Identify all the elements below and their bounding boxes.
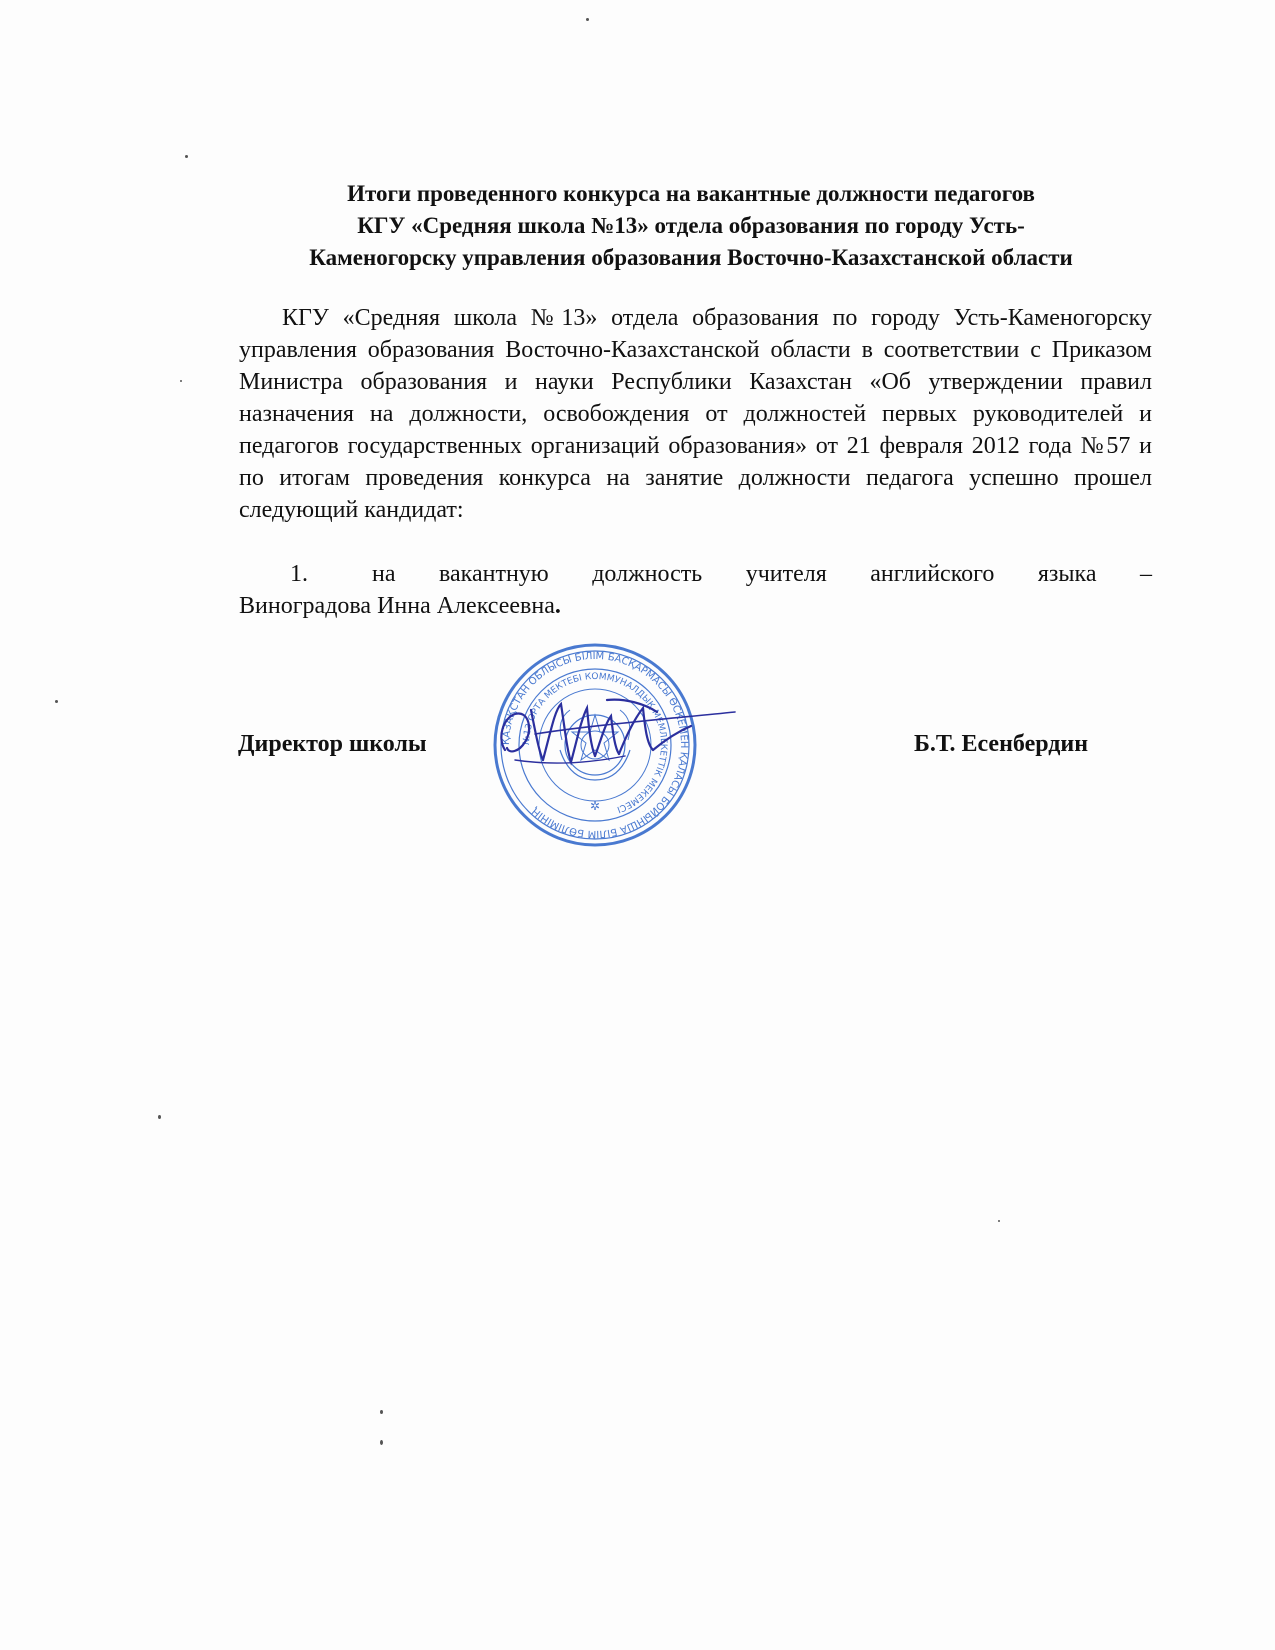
title-line-2: КГУ «Средняя школа №13» отдела образования по городу Усть-: [357, 213, 1025, 238]
scan-speck: [380, 1410, 383, 1414]
document-title: [230, 178, 1152, 274]
list-item-first-line: [239, 558, 1152, 590]
list-item-text: на вакантную должность учителя английского языка –: [372, 561, 1152, 587]
candidate-name-end: .: [554, 593, 561, 619]
stamp-inner-text: №13 ОРТА МЕКТЕБІ КОММУНАЛДЫҚ МЕМЛЕКЕТТІК МЕКЕМЕСІ: [521, 671, 669, 814]
stamp-outer-text: ҚАЗАҚСТАН ОБЛЫСЫ БІЛІМ БАСҚАРМАСЫ ӨСКЕМЕН ҚАЛАСЫ БОЙЫНША БІЛІМ БӨЛІМІНІҢ: [500, 650, 690, 840]
scan-speck: [158, 1115, 161, 1119]
scan-speck: [180, 380, 182, 382]
scan-speck: [380, 1440, 383, 1445]
scan-speck: [586, 18, 589, 21]
signatory-role: Директор школы: [238, 731, 427, 757]
scan-speck: [55, 700, 58, 703]
main-paragraph: КГУ «Средняя школа №13» отдела образования по городу Усть-Каменогорску управления образования Восточно-Казахстанской области в соответствии с Приказом Министра образования и науки Республики Казахстан «Об утверждении правил назначения на должности, освобождения от должностей первых руководителей и педагогов государственных организаций образования» от 21 февраля 2012 года №57 и по итогам проведения конкурса на занятие должности педагога успешно прошел следующий кандидат:: [239, 305, 1152, 523]
title-line-3: Каменогорску управления образования Восточно-Казахстанской области: [309, 245, 1073, 270]
list-item: [239, 558, 1152, 590]
scan-speck: [998, 1220, 1000, 1222]
candidate-name-line: [239, 590, 561, 622]
title-line-1: Итоги проведенного конкурса на вакантные должности педагогов: [347, 181, 1035, 206]
list-item-number: 1.: [290, 561, 308, 587]
handwritten-signature: [495, 690, 745, 780]
signatory-name: Б.Т. Есенбердин: [914, 731, 1089, 757]
scan-speck: [185, 155, 188, 158]
candidate-name: Виноградова Инна Алексеевна: [239, 593, 555, 619]
stamp-star-icon: ✲: [589, 799, 601, 813]
